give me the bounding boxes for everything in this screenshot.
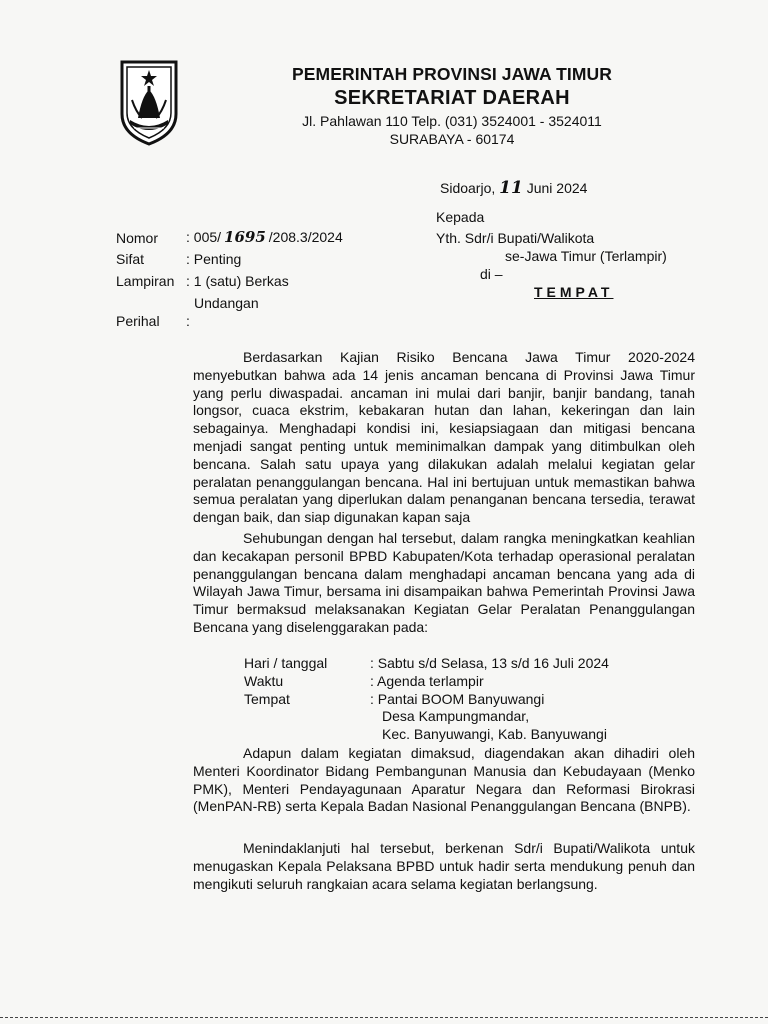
recipient-di: di – [480,266,503,282]
sifat-label: Sifat [116,251,145,267]
lampiran-value: : 1 (satu) Berkas [186,273,289,289]
letterhead-government: PEMERINTAH PROVINSI JAWA TIMUR [292,64,612,84]
paragraph-4 [193,840,695,893]
nomor-value [186,228,343,246]
perihal-colon: : [186,313,190,329]
paragraph-3 [193,745,695,816]
recipient-kepada: Kepada [436,209,485,225]
nomor-prefix: : 005/ [186,229,222,245]
letterhead-city: SURABAYA - 60174 [389,131,515,147]
letter-date [440,178,587,198]
schedule-row-place [244,691,609,709]
sifat-value: : Penting [186,251,242,267]
recipient-tempat: TEMPAT [534,284,614,300]
perihal-label: Perihal [116,313,160,329]
paragraph-3-text: Adapun dalam kegiatan dimaksud, diagendakan akan dihadiri oleh Menteri Koordinator Bidang Pembangunan Manusia dan Kebudayaan (Menko PMK), Menteri Pendayagunaan Aparatur Negara dan Reformasi Birokrasi (MenPAN-RB) serta Kepala Badan Nasional Penanggulangan Bencana (BNPB). [193,745,695,815]
schedule-row-place-2 [244,708,609,726]
schedule-date-label: Hari / tanggal [244,655,328,671]
schedule-time-value: : Agenda terlampir [370,672,484,689]
date-month-year: Juni 2024 [526,180,588,196]
paragraph-2-text: Sehubungan dengan hal tersebut, dalam rangka meningkatkan keahlian dan kecakapan personil BPBD Kabupaten/Kota terhadap operasional peralatan penanggulangan bencana dalam menghadapi ancaman bencana yang ada di Wilayah Jawa Timur, bersama ini disampaikan bahwa Pemerintah Provinsi Jawa Timur bermaksud melaksanakan Kegiatan Gelar Peralatan Penanggulangan Bencana yang diselenggarakan pada: [193,530,695,635]
schedule-place-value-3: Kec. Banyuwangi, Kab. Banyuwangi [382,726,607,743]
schedule-row-place-3 [244,726,609,744]
schedule-row-date [244,655,609,673]
page-bottom-edge [0,1017,768,1018]
recipient-line2: se-Jawa Timur (Terlampir) [505,248,667,264]
schedule-block [244,655,609,744]
paragraph-1 [193,349,695,527]
schedule-place-value-2: Desa Kampungmandar, [382,708,530,725]
date-day-handwritten: 11 [499,178,523,198]
nomor-handwritten: 1695 [224,228,266,246]
date-place: Sidoarjo, [440,180,496,196]
lampiran-label: Lampiran [116,273,175,289]
paragraph-2 [193,530,695,637]
schedule-row-time [244,673,609,691]
letterhead-address: Jl. Pahlawan 110 Telp. (031) 3524001 - 3524011 [302,113,602,129]
schedule-place-value: : Pantai BOOM Banyuwangi [370,690,545,707]
coat-of-arms-icon [118,56,180,146]
nomor-suffix: /208.3/2024 [268,229,343,245]
schedule-time-label: Waktu [244,672,284,689]
perihal-value-text: Undangan [194,295,259,311]
paragraph-1-text: Berdasarkan Kajian Risiko Bencana Jawa Timur 2020-2024 menyebutkan bahwa ada 14 jenis ancaman bencana di Provinsi Jawa Timur yang perlu diwaspadai. ancaman ini mulai dari banjir, banjir bandang, tanah longsor, cuaca ekstrim, kebakaran hutan dan lahan, kekeringan dan lain sebagainya. Menghadapi kondisi ini, kesiapsiagaan dan mitigasi bencana menjadi sangat penting untuk meminimalkan dampak yang ditimbulkan oleh bencana. Salah satu upaya yang dilakukan adalah melalui kegiatan gelar peralatan penanggulangan bencana. Hal ini bertujuan untuk memastikan bahwa semua peralatan yang diperlukan dalam penanganan bencana tersedia, terawat dengan baik, dan siap digunakan kapan saja [193,349,695,526]
schedule-date-value: : Sabtu s/d Selasa, 13 s/d 16 Juli 2024 [370,655,609,671]
letterhead-secretariat: SEKRETARIAT DAERAH [334,87,570,109]
recipient-line1: Yth. Sdr/i Bupati/Walikota [436,230,595,246]
letterhead [262,64,642,147]
paragraph-4-text: Menindaklanjuti hal tersebut, berkenan Sdr/i Bupati/Walikota untuk menugaskan Kepala Pelaksana BPBD untuk hadir serta mendukung penuh dan mengikuti seluruh rangkaian acara selama kegiatan berlangsung. [193,840,695,892]
schedule-place-label: Tempat [244,690,290,707]
nomor-label: Nomor [116,230,159,246]
